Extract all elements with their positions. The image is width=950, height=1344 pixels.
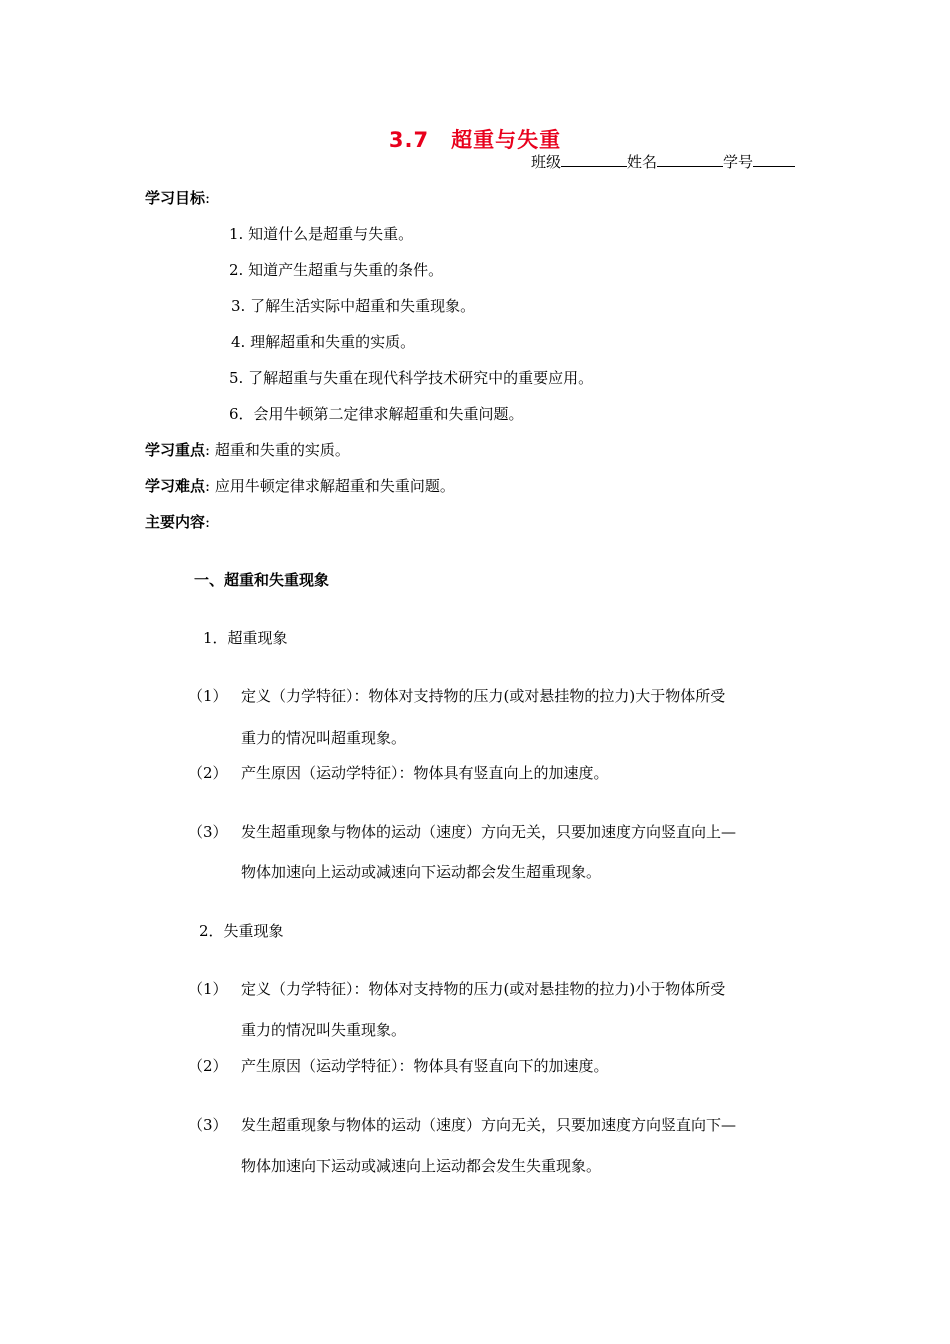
item-number: （3） [188, 1116, 228, 1134]
difficulty-point: 学习难点: 应用牛顿定律求解超重和失重问题。 [145, 477, 455, 495]
objective-item: 2. 知道产生超重与失重的条件。 [229, 261, 444, 279]
item-number: （1） [188, 687, 228, 705]
item-text: 发生超重现象与物体的运动（速度）方向无关，只要加速度方向竖直向上— [241, 823, 737, 841]
objective-item: 1. 知道什么是超重与失重。 [229, 225, 414, 243]
key-point: 学习重点: 超重和失重的实质。 [145, 441, 350, 459]
page-title: 3.7 超重与失重 [388, 128, 562, 152]
name-blank[interactable] [657, 152, 723, 167]
item-text: 发生超重现象与物体的运动（速度）方向无关，只要加速度方向竖直向下— [241, 1116, 737, 1134]
objective-item: 6．会用牛顿第二定律求解超重和失重问题。 [229, 405, 524, 423]
objective-item: 5. 了解超重与失重在现代科学技术研究中的重要应用。 [229, 369, 594, 387]
item-text-continued: 重力的情况叫超重现象。 [241, 729, 407, 747]
student-info-fields [531, 152, 795, 172]
item-text: 产生原因（运动学特征）：物体具有竖直向上的加速度。 [241, 764, 609, 782]
main-content-heading: 主要内容: [145, 513, 211, 531]
name-label: 姓名 [627, 153, 658, 171]
objective-item: 4. 理解超重和失重的实质。 [231, 333, 416, 351]
item-text-continued: 物体加速向下运动或减速向上运动都会发生失重现象。 [241, 1157, 602, 1175]
item-text-continued: 物体加速向上运动或减速向下运动都会发生超重现象。 [241, 863, 602, 881]
class-label: 班级 [531, 153, 562, 171]
section-heading: 一、超重和失重现象 [194, 571, 330, 589]
item-number: （2） [188, 1057, 228, 1075]
item-number: （2） [188, 764, 228, 782]
subsection-heading: 1．超重现象 [203, 629, 288, 647]
item-text: 定义（力学特征）：物体对支持物的压力(或对悬挂物的拉力)大于物体所受 [241, 687, 726, 705]
objectives-heading: 学习目标: [145, 189, 211, 207]
objective-item: 3. 了解生活实际中超重和失重现象。 [231, 297, 476, 315]
class-blank[interactable] [561, 152, 627, 167]
item-text: 产生原因（运动学特征）：物体具有竖直向下的加速度。 [241, 1057, 609, 1075]
item-text-continued: 重力的情况叫失重现象。 [241, 1021, 407, 1039]
id-blank[interactable] [753, 152, 795, 167]
item-text: 定义（力学特征）：物体对支持物的压力(或对悬挂物的拉力)小于物体所受 [241, 980, 726, 998]
item-number: （3） [188, 823, 228, 841]
item-number: （1） [188, 980, 228, 998]
subsection-heading: 2．失重现象 [199, 922, 284, 940]
id-label: 学号 [723, 153, 754, 171]
